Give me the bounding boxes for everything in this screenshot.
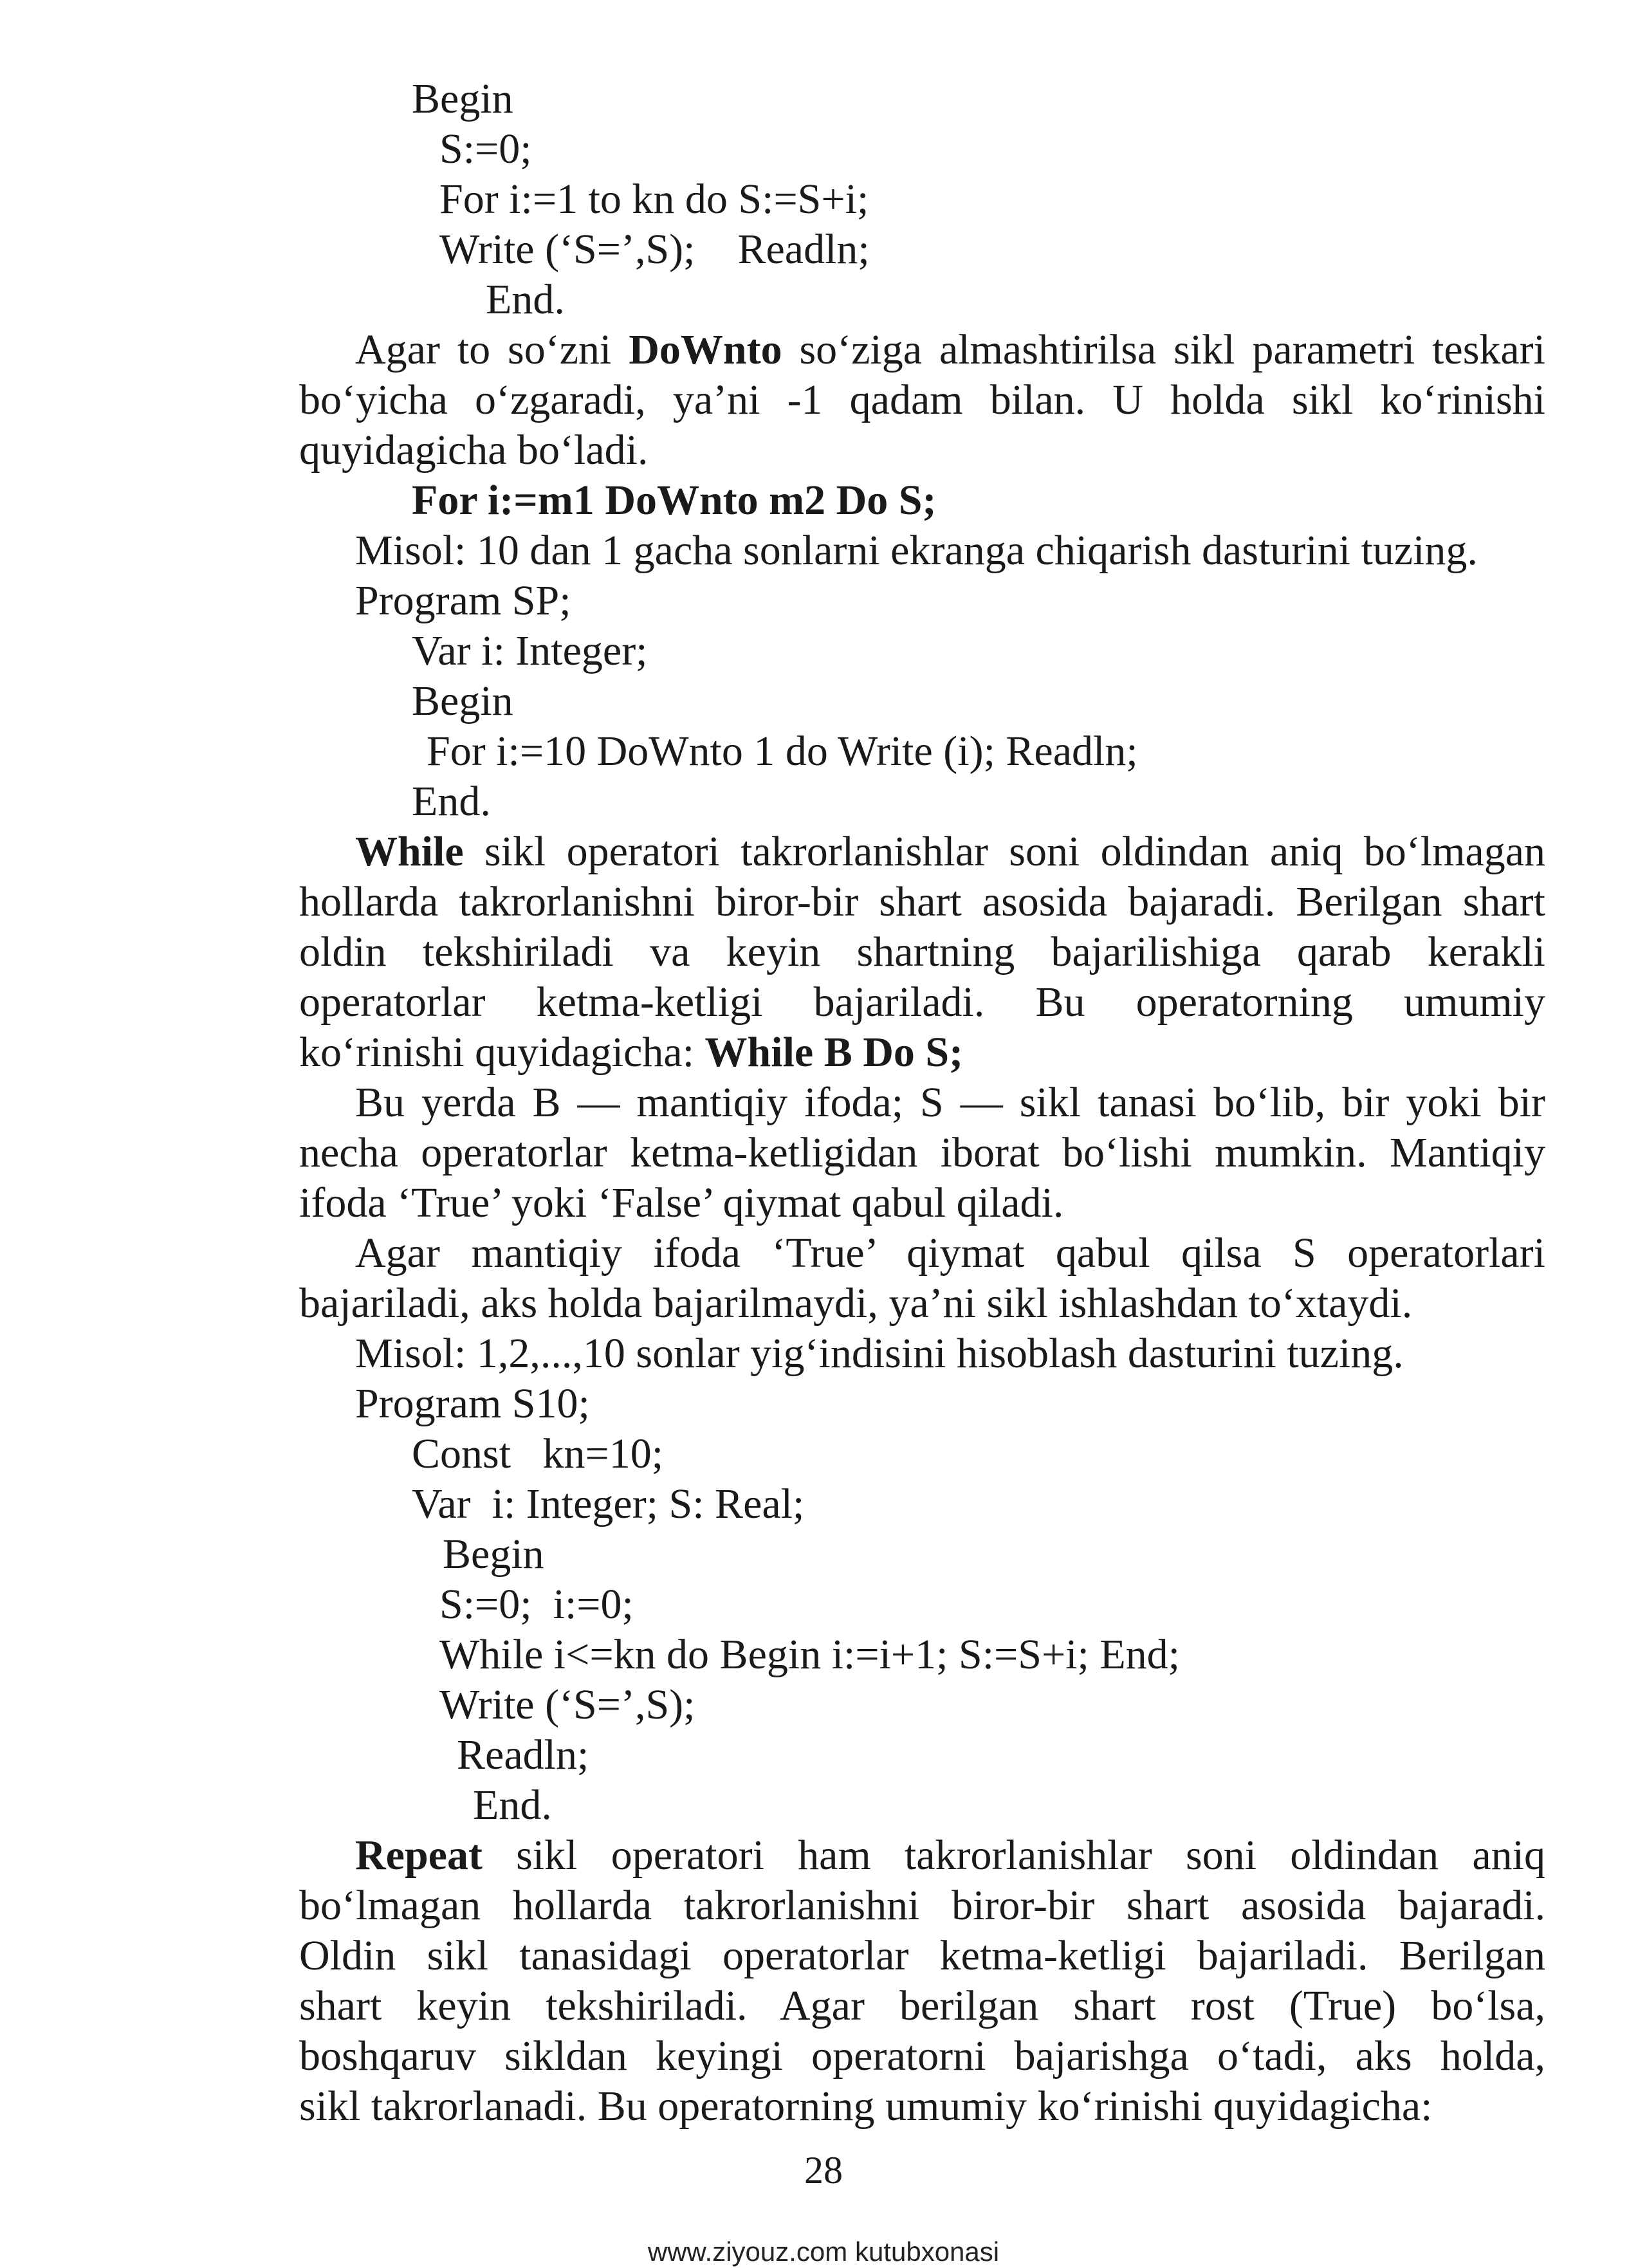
footer-watermark: www.ziyouz.com kutubxonasi [647,2236,1000,2267]
code-line: S:=0; [439,125,532,172]
code-line: Const kn=10; [412,1430,664,1477]
paragraph-line: quyidagicha bo‘ladi. [299,427,649,474]
paragraph-line: Agar to so‘zni DoWnto so‘ziga almashtirilsa sikl parametri teskari [355,326,1545,373]
code-line: Program SP; [355,577,571,624]
paragraph-line: Oldin sikl tanasidagi operatorlar ketma-ketligi bajariladi. Berilgan [299,1932,1545,1979]
keyword: DoWnto [629,326,782,373]
paragraph-line: bo‘yicha o‘zgaradi, ya’ni -1 qadam bilan. U holda sikl ko‘rinishi [299,376,1545,423]
code-line: End. [473,1782,552,1829]
example-task: Misol: 10 dan 1 gacha sonlarni ekranga chiqarish dasturini tuzing. [355,527,1478,574]
code-line: Var i: Integer; [412,627,648,674]
paragraph-line: necha operatorlar ketma-ketligidan iborat bo‘lishi mumkin. Mantiqiy [299,1129,1545,1176]
code-line: Begin [412,75,513,122]
example-task: Misol: 1,2,...,10 sonlar yig‘indisini hisoblash dasturini tuzing. [355,1330,1404,1377]
paragraph-line: bo‘lmagan hollarda takrorlanishni biror-bir shart asosida bajaradi. [299,1882,1545,1929]
code-line: For i:=10 DoWnto 1 do Write (i); Readln; [427,728,1138,775]
paragraph-line: ifoda ‘True’ yoki ‘False’ qiymat qabul qiladi. [299,1179,1064,1226]
paragraph-line: oldin tekshiriladi va keyin shartning bajarilishiga qarab kerakli [299,928,1545,975]
code-line: End. [486,276,565,323]
page-number: 28 [804,2149,843,2191]
code-line: Program S10; [355,1380,590,1427]
paragraph-line: Bu yerda B — mantiqiy ifoda; S — sikl tanasi bo‘lib, bir yoki bir [355,1079,1545,1126]
paragraph-line: Repeat sikl operatori ham takrorlanishlar soni oldindan aniq [355,1832,1545,1879]
keyword: While B Do S; [704,1029,964,1076]
paragraph-line: sikl takrorlanadi. Bu operatorning umumiy ko‘rinishi quyidagicha: [299,2083,1433,2130]
code-line: For i:=1 to kn do S:=S+i; [439,176,869,223]
paragraph-line: hollarda takrorlanishni biror-bir shart asosida bajaradi. Berilgan shart [299,878,1545,925]
code-line: Write (‘S=’,S); Readln; [439,226,870,273]
keyword: Repeat [355,1832,483,1879]
paragraph-line: shart keyin tekshiriladi. Agar berilgan shart rost (True) bo‘lsa, [299,1982,1545,2029]
code-line: Var i: Integer; S: Real; [412,1480,805,1527]
syntax-line: For i:=m1 DoWnto m2 Do S; [412,477,937,524]
paragraph-line: boshqaruv sikldan keyingi operatorni bajarishga o‘tadi, aks holda, [299,2033,1545,2079]
code-line: While i<=kn do Begin i:=i+1; S:=S+i; End; [439,1631,1181,1678]
paragraph-line: While sikl operatori takrorlanishlar soni oldindan aniq bo‘lmagan [355,828,1545,875]
keyword: While [355,828,464,875]
paragraph-line: bajariladi, aks holda bajarilmaydi, ya’ni sikl ishlashdan to‘xtaydi. [299,1280,1413,1327]
code-line: S:=0; i:=0; [439,1581,634,1628]
code-line: Readln; [457,1731,589,1778]
code-line: Begin [443,1531,544,1578]
code-line: End. [412,778,491,825]
code-line: Begin [412,678,513,724]
paragraph-line: Agar mantiqiy ifoda ‘True’ qiymat qabul qilsa S operatorlari [355,1230,1545,1277]
paragraph-line: ko‘rinishi quyidagicha: While B Do S; [299,1029,964,1076]
paragraph-line: operatorlar ketma-ketligi bajariladi. Bu operatorning umumiy [299,979,1545,1026]
code-line: Write (‘S=’,S); [439,1681,695,1728]
